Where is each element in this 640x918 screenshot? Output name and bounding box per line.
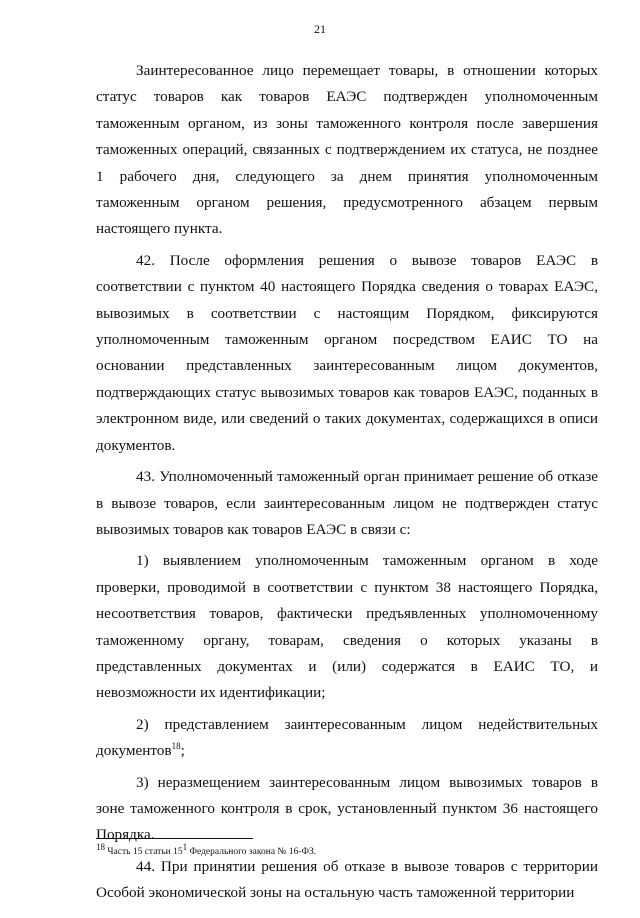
footnote-text-before: Часть 15 статьи 15 bbox=[105, 847, 183, 857]
paragraph-43: 43. Уполномоченный таможенный орган принимает решение об отказе в вывозе товаров, если заинтересованным лицом не подтвержден статус вывозимых товаров как товаров ЕАЭС в связи с: bbox=[96, 468, 598, 538]
paragraph-44: 44. При принятии решения об отказе в вывозе товаров с территории Особой экономической зоны на остальную часть таможенной территории bbox=[96, 857, 598, 902]
paragraph-status-release: Заинтересованное лицо перемещает товары, в отношении которых статус товаров как товаров ЕАЭС подтвержден уполномоченным таможенным органом, из зоны таможенного контроля после завершения таможенных операций, связанных с подтверждением их статуса, не позднее 1 рабочего дня, следующего за днем принятия уполномоченным таможенным органом решения, предусмотренного абзацем первым настоящего пункта. bbox=[96, 62, 598, 238]
footnote-reference: 18 bbox=[171, 741, 181, 752]
footnote-text-after: Федерального закона № 16-ФЗ. bbox=[187, 847, 317, 857]
page-number: 21 bbox=[314, 22, 326, 36]
body-text bbox=[96, 58, 598, 907]
footnote-separator bbox=[96, 838, 253, 839]
footnote-marker: 18 bbox=[96, 841, 105, 852]
item-2-tail: ; bbox=[180, 742, 185, 760]
item-2-text: 2) представлением заинтересованным лицом недействительных документов bbox=[96, 715, 598, 760]
footnote bbox=[96, 841, 598, 858]
paragraph-43-item-3: 3) неразмещением заинтересованным лицом вывозимых товаров в зоне таможенного контроля в срок, установленный пунктом 36 настоящего Порядка. bbox=[96, 773, 598, 844]
paragraph-42: 42. После оформления решения о вывозе товаров ЕАЭС в соответствии с пунктом 40 настоящего Порядка сведения о товарах ЕАЭС, вывозимых в соответствии с настоящим Порядком, фиксируются уполномоченным таможенным органом посредством ЕАИС ТО на основании представленных заинтересованным лицом документов, подтверждающих статус вывозимых товаров как товаров ЕАЭС, поданных в электронном виде, или сведений о таких документах, содержащихся в описи документов. bbox=[96, 251, 598, 454]
footnote-superscript: 1 bbox=[182, 841, 188, 852]
paragraph-43-item-1: 1) выявлением уполномоченным таможенным органом в ходе проверки, проводимой в соответствии с пунктом 38 настоящего Порядка, несоответствия товаров, фактически предъявленных уполномоченному таможенному органу, товарам, сведения о которых указаны в представленных документах и (или) содержатся в ЕАИС ТО, и невозможности их идентификации; bbox=[96, 552, 598, 702]
paragraph-43-item-2 bbox=[96, 712, 598, 765]
